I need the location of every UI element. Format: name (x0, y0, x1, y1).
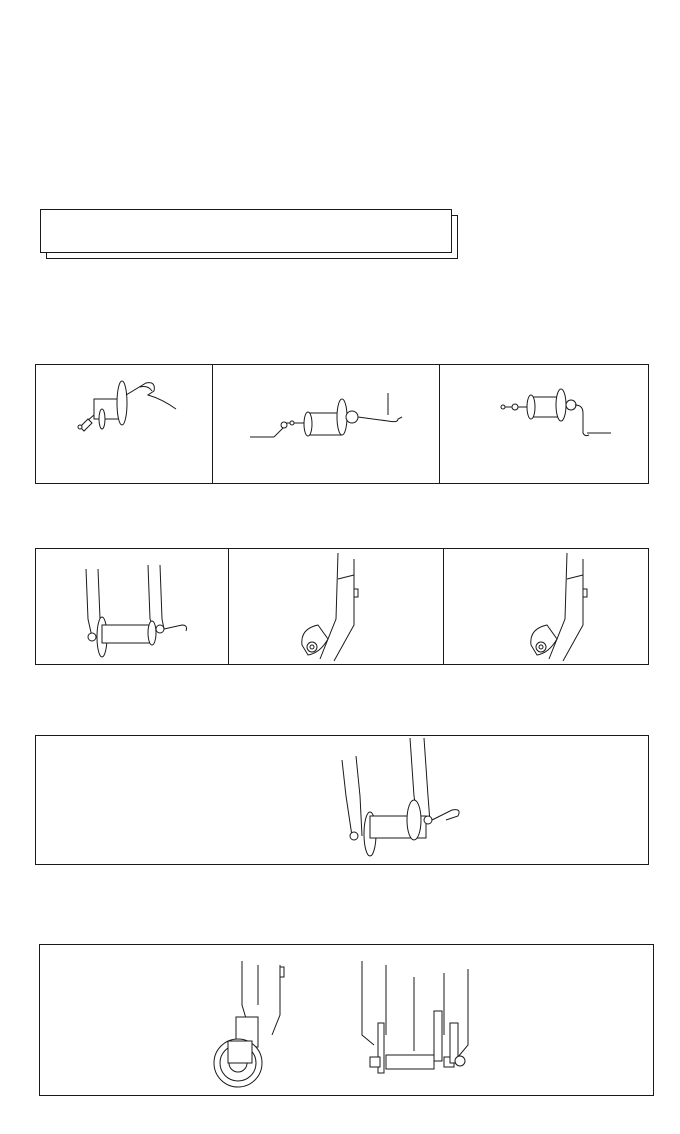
dropout-b (443, 549, 650, 664)
fork-dropout-closeup-icon (443, 549, 650, 664)
figure-row-3 (35, 735, 649, 865)
hub-spacing (340, 945, 520, 1095)
hub-quick-release-a (36, 365, 212, 483)
fork-with-hub (36, 549, 228, 664)
dropout-a (228, 549, 443, 664)
hub-quick-release-c (439, 365, 650, 483)
figure-row-2 (35, 548, 649, 665)
disc-rotor-dropout-icon (190, 945, 310, 1095)
hub-quick-release-b (212, 365, 439, 483)
fork-with-hub-icon (36, 549, 228, 664)
hub-axle-spacing-icon (340, 945, 520, 1095)
disc-dropout (190, 945, 310, 1095)
fork-hub-install-icon (36, 736, 648, 864)
hub-with-quick-release-lever-icon (36, 365, 212, 483)
figure-row-4 (39, 944, 654, 1096)
fork-dropout-icon (228, 549, 443, 664)
hub-with-leader-lines-icon (212, 365, 439, 483)
hub-with-lever-open-icon (439, 365, 650, 483)
figure-row-1 (35, 364, 649, 484)
fork-install (36, 736, 650, 864)
heading-box-front (40, 209, 452, 253)
heading-box (40, 209, 460, 261)
